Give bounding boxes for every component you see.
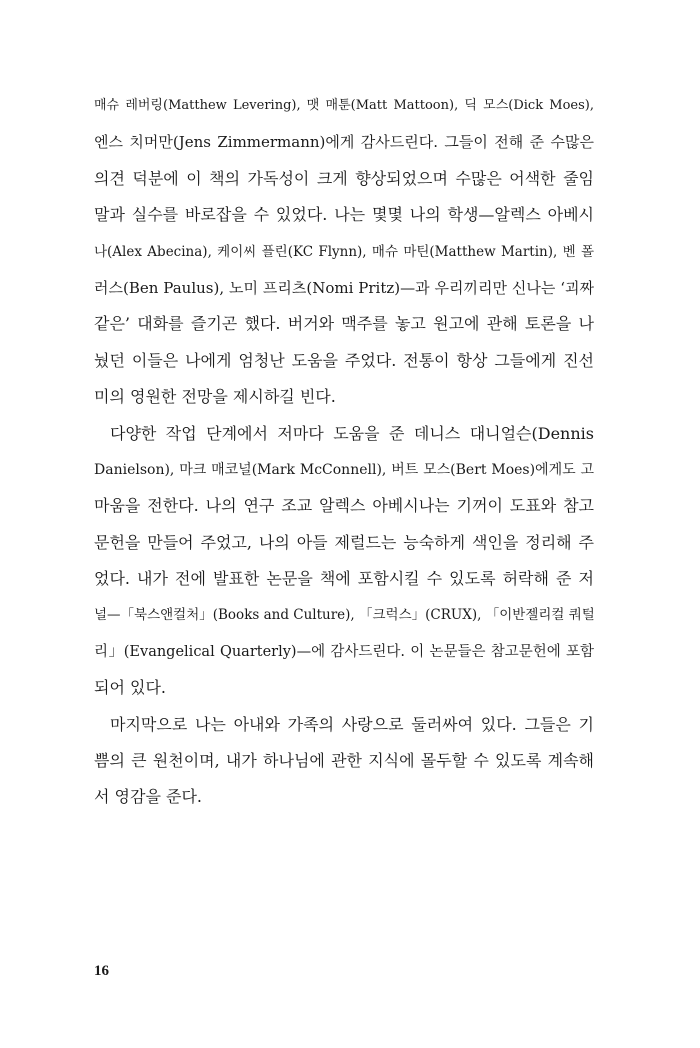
text-line: 널—「북스앤컬처」(Books and Culture), 「크럭스」(CRUX), 「이반젤리컬 쿼털	[94, 607, 595, 624]
text-line: 쁨의 큰 원천이며, 내가 하나님에 관한 지식에 몰두할 수 있도록 계속해	[94, 751, 594, 771]
text-line: 의견 덕분에 이 책의 가독성이 크게 향상되었으며 수많은 어색한 줄임	[94, 168, 594, 188]
text-line: 눴던 이들은 나에게 엄청난 도움을 주었다. 전통이 항상 그들에게 진선	[94, 350, 594, 370]
text-line: 다양한 작업 단계에서 저마다 도움을 준 데니스 대니얼슨(Dennis	[110, 423, 594, 443]
text-line: 리」(Evangelical Quarterly)—에 감사드린다. 이 논문들은 참고문헌에 포함	[94, 643, 594, 660]
body-text	[94, 88, 594, 816]
text-line: 말과 실수를 바로잡을 수 있었다. 나는 몇몇 나의 학생—알렉스 아베시	[94, 205, 594, 225]
text-line: 었다. 내가 전에 발표한 논문을 책에 포함시킬 수 있도록 허락해 준 저	[94, 569, 594, 589]
text-line: 러스(Ben Paulus), 노미 프리츠(Nomi Pritz)—과 우리끼리만 신나는 ‘괴짜	[94, 278, 594, 297]
text-line: 서 영감을 준다.	[94, 787, 202, 807]
text-line: 문헌을 만들어 주었고, 나의 아들 제럴드는 능숙하게 색인을 정리해 주	[94, 532, 594, 552]
text-line: 엔스 치머만(Jens Zimmermann)에게 감사드린다. 그들이 전해 준 수많은	[94, 133, 594, 152]
page-number: 16	[94, 963, 109, 979]
text-line: 나(Alex Abecina), 케이씨 플린(KC Flynn), 매슈 마틴(Matthew Martin), 벤 폴	[94, 243, 594, 260]
text-line: 미의 영원한 전망을 제시하길 빈다.	[94, 387, 336, 407]
text-line: Danielson), 마크 매코널(Mark McConnell), 버트 모스(Bert Moes)에게도 고	[94, 461, 594, 478]
text-line: 매슈 레버링(Matthew Levering), 맷 매툰(Matt Mattoon), 딕 모스(Dick Moes),	[94, 98, 594, 113]
text-line: 같은’ 대화를 즐기곤 했다. 버거와 맥주를 놓고 원고에 관해 토론을 나	[94, 314, 594, 334]
text-line: 마움을 전한다. 나의 연구 조교 알렉스 아베시나는 기꺼이 도표와 참고	[94, 496, 594, 516]
text-line: 되어 있다.	[94, 678, 166, 698]
text-line: 마지막으로 나는 아내와 가족의 사랑으로 둘러싸여 있다. 그들은 기	[110, 714, 594, 734]
